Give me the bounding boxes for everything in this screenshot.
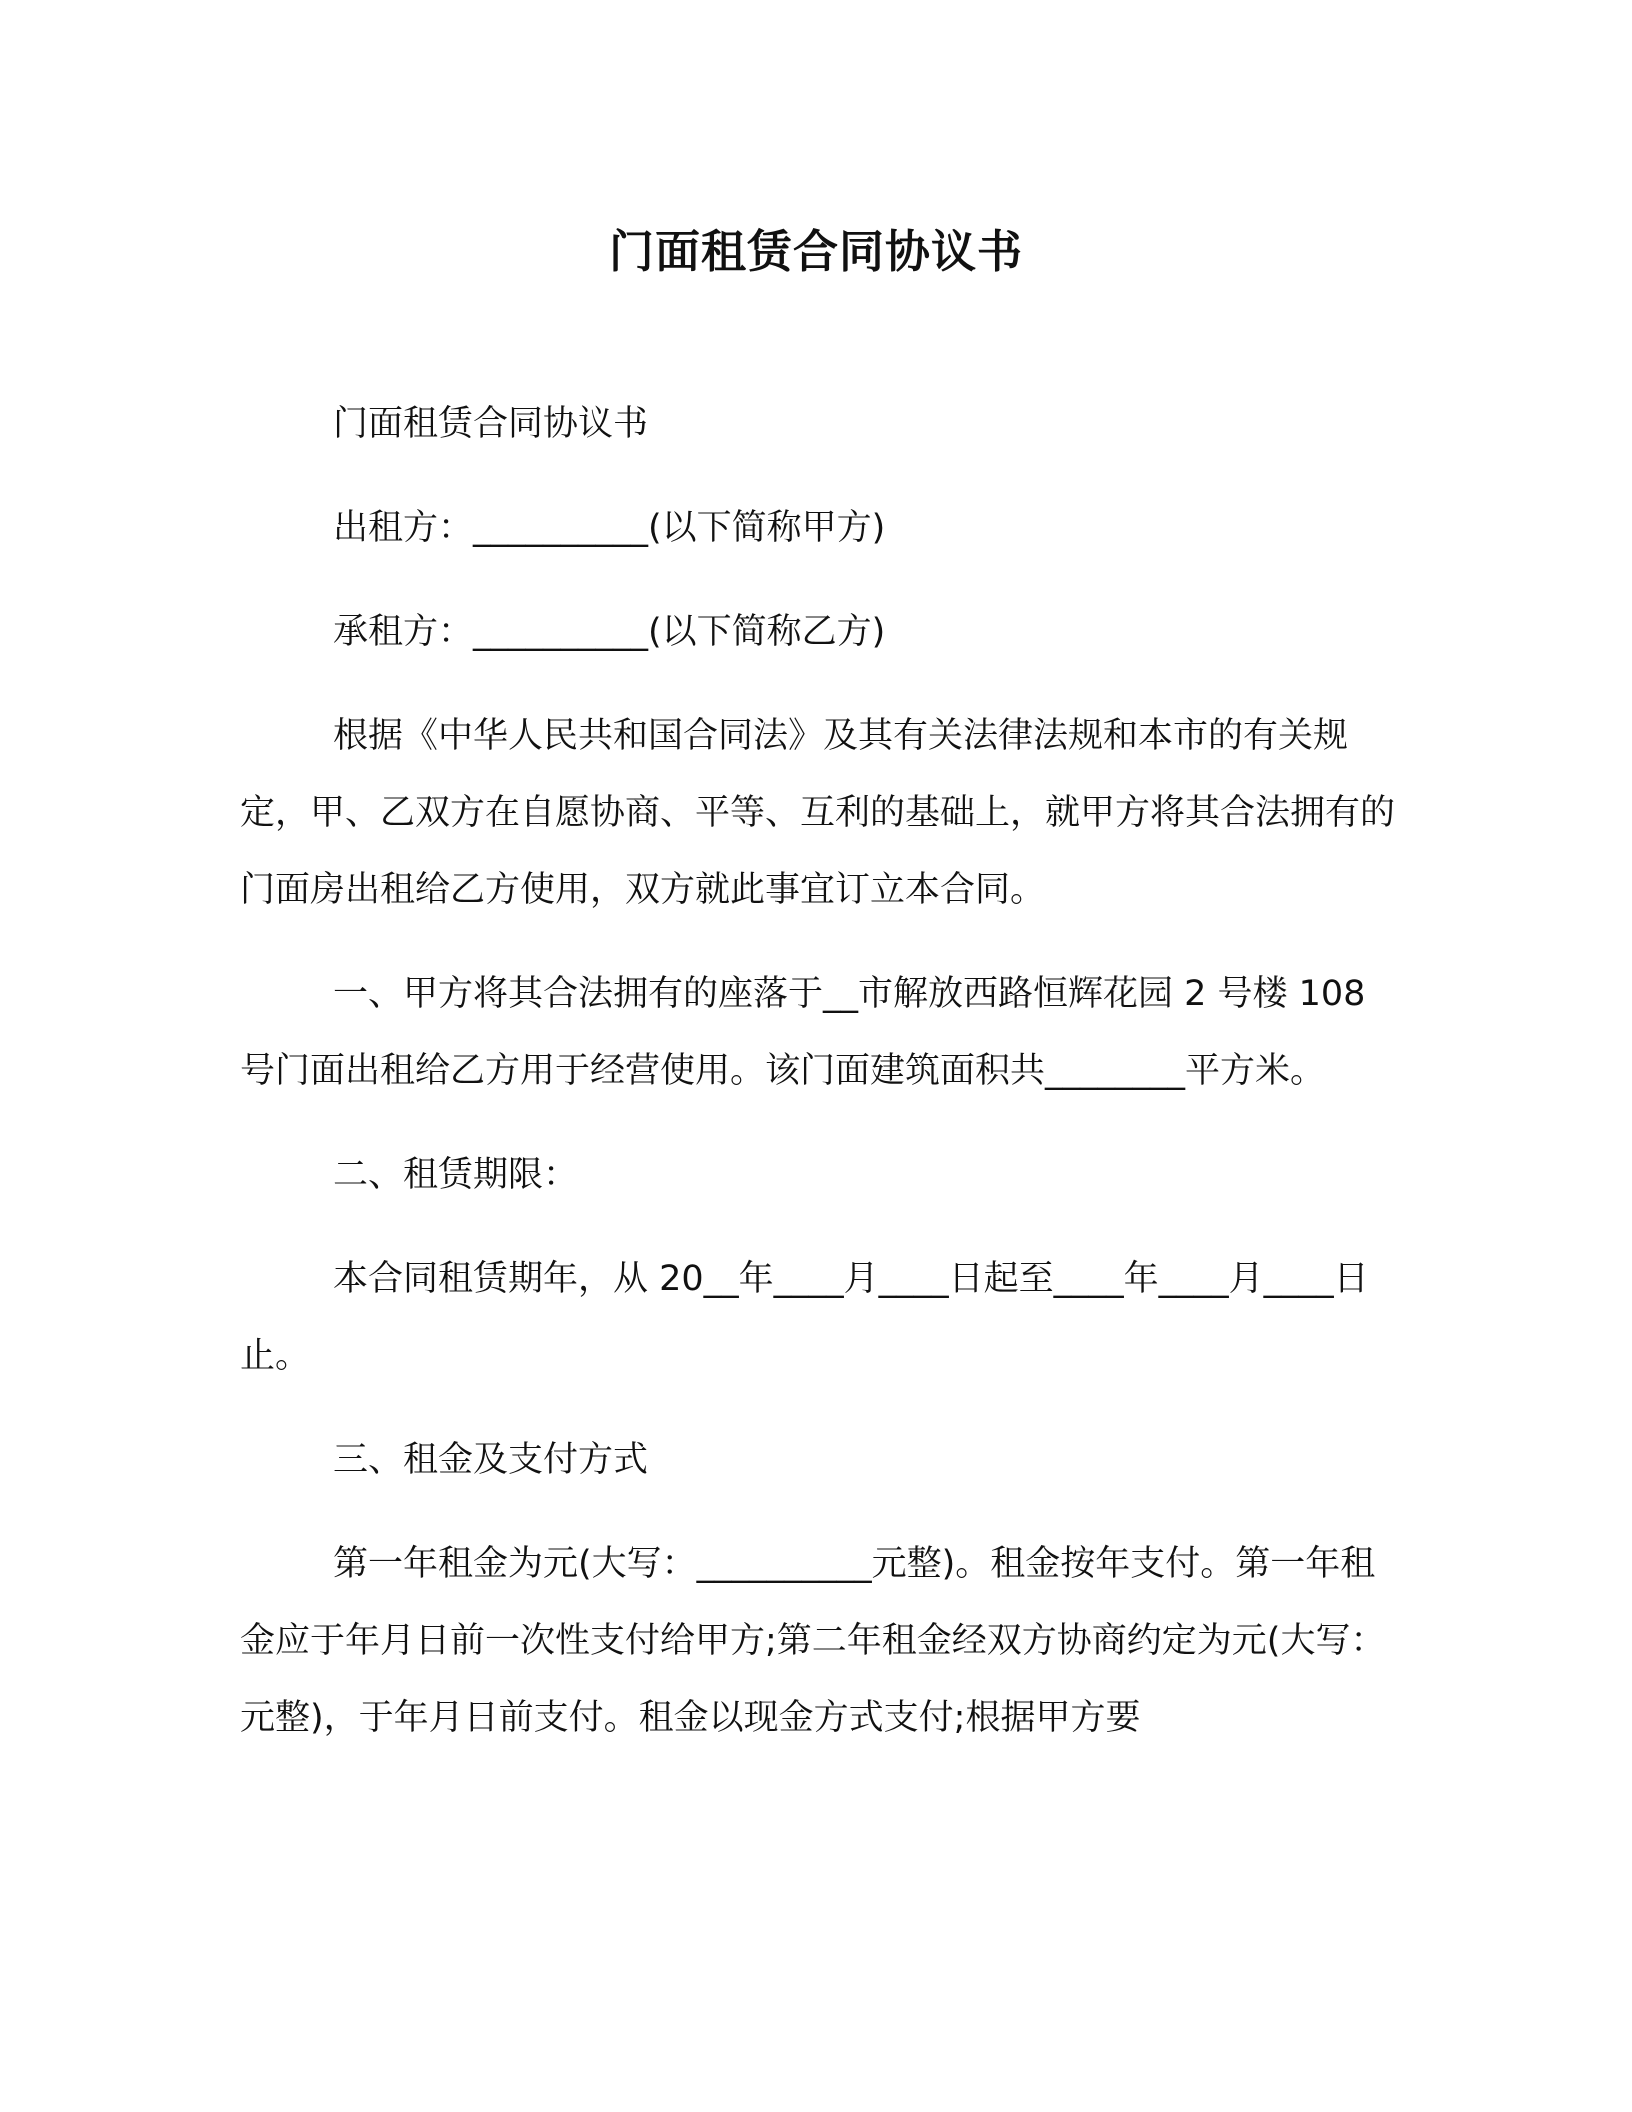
lease-term-paragraph: 本合同租赁期年，从 20__年____月____日起至____年____月____日止。 bbox=[240, 1259, 1369, 1376]
clause-2-heading: 二、租赁期限： bbox=[333, 1155, 579, 1195]
lessor-line: 出租方：__________(以下简称甲方) bbox=[333, 508, 886, 548]
document-title: 门面租赁合同协议书 bbox=[608, 225, 1023, 278]
subtitle-paragraph: 门面租赁合同协议书 bbox=[333, 404, 649, 444]
lessee-line: 承租方：__________(以下简称乙方) bbox=[333, 612, 886, 652]
preamble-paragraph: 根据《中华人民共和国合同法》及其有关法律法规和本市的有关规定，甲、乙双方在自愿协商、平等、互利的基础上，就甲方将其合法拥有的门面房出租给乙方使用，双方就此事宜订立本合同。 bbox=[240, 716, 1396, 910]
rent-paragraph: 第一年租金为元(大写：__________元整)。租金按年支付。第一年租金应于年月日前一次性支付给甲方;第二年租金经双方协商约定为元(大写：元整)，于年月日前支付。租金以现金方式支付;根据甲方要 bbox=[240, 1544, 1386, 1738]
clause-1-paragraph: 一、甲方将其合法拥有的座落于__市解放西路恒辉花园 2 号楼 108 号门面出租给乙方用于经营使用。该门面建筑面积共________平方米。 bbox=[240, 974, 1377, 1091]
clause-3-heading: 三、租金及支付方式 bbox=[333, 1440, 649, 1480]
document-body bbox=[240, 386, 1400, 1784]
